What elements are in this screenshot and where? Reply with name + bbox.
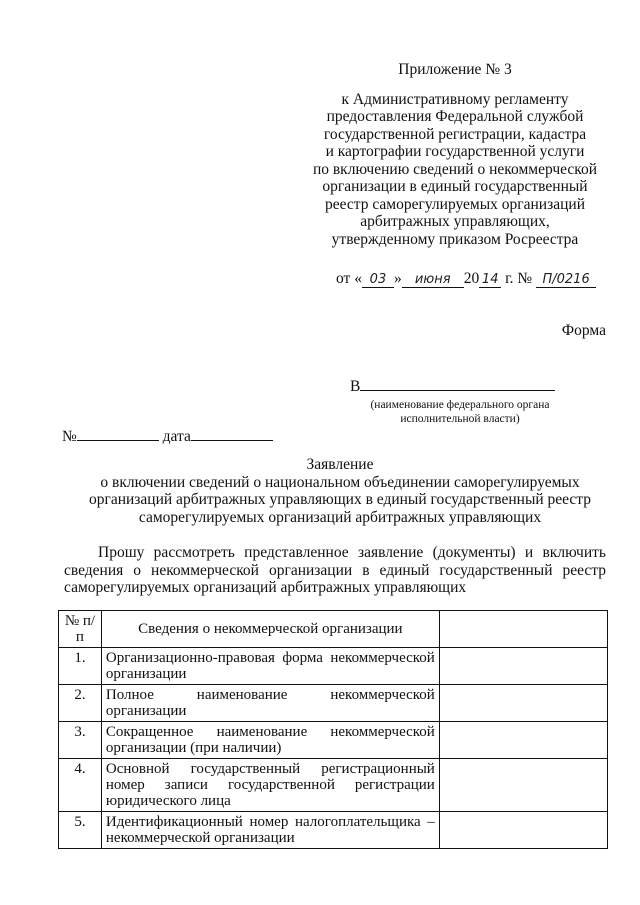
date-label: дата [162,428,191,445]
row-number: 4. [59,759,102,812]
value-cell[interactable] [439,611,607,648]
order-year-prefix: 20 [463,270,480,287]
table-row [59,722,608,759]
value-cell[interactable] [439,685,607,722]
recipient-hint-line: (наименование федерального органа [370,399,550,411]
row-description: Идентификационный номер налогоплательщика – некоммерческой организации [101,812,439,849]
row-number: 5. [59,812,102,849]
appendix-line: реестр саморегулируемых организаций [325,195,585,213]
appendix-line: утвержденному приказом Росреестра [331,230,579,248]
order-number-handwritten: П/0216 [536,272,596,288]
table-row [59,812,608,849]
table-row [59,759,608,812]
number-field[interactable] [77,426,159,441]
appendix-line: предоставления Федеральной службой [326,108,584,125]
value-cell[interactable] [439,812,607,849]
order-day-handwritten: 03 [362,272,394,288]
table-row [59,648,608,685]
row-number: 1. [59,648,102,685]
appendix-title: Приложение № 3 [398,61,512,78]
order-sep: » [393,270,402,287]
appendix-block [312,61,598,248]
value-cell[interactable] [439,759,607,812]
statement-title-block [60,456,620,526]
row-description: Организационно-правовая форма некоммерческой организации [101,648,439,685]
value-cell[interactable] [439,722,607,759]
header-number: № п/п [59,611,102,648]
row-description: Основной государственный регистрационный номер записи государственной регистрации юридического лица [101,759,439,812]
organization-info-table [58,610,608,849]
statement-subtitle-line: организаций арбитражных управляющих в единый государственный реестр [88,491,592,508]
table-row [59,685,608,722]
number-label: № [62,428,77,445]
row-number: 3. [59,722,102,759]
request-paragraph: Прошу рассмотреть представленное заявление (документы) и включить сведения о некоммерческой организации в единый государственный реестр саморегулируемых организаций арбитражных управляющих [64,544,606,596]
date-field[interactable] [191,426,273,441]
order-prefix: от « [336,270,362,287]
appendix-line: организации в единый государственный [322,178,588,195]
recipient-prefix: В [350,378,361,395]
order-year-handwritten: 14 [479,272,501,288]
statement-subtitle-line: саморегулируемых организаций арбитражных управляющих [138,508,542,526]
table-header-row [59,611,608,648]
row-number: 2. [59,685,102,722]
appendix-line: и картографии государственной услуги [325,143,585,160]
number-date-row [62,426,273,446]
appendix-line: арбитражных управляющих, [360,213,550,230]
row-description: Полное наименование некоммерческой организации [101,685,439,722]
order-number-label: г. № [505,270,533,287]
value-cell[interactable] [439,648,607,685]
statement-subtitle-line: о включении сведений о национальном объединении саморегулируемых [100,473,580,491]
recipient-field[interactable] [360,376,555,391]
header-description: Сведения о некоммерческой организации [101,611,439,648]
recipient-block [350,376,560,426]
order-reference [336,270,606,288]
statement-title: Заявление [306,456,374,473]
appendix-line: по включению сведений о некоммерческой [312,160,598,178]
appendix-line: государственной регистрации, кадастра [323,125,587,143]
form-label: Форма [561,322,606,339]
recipient-hint-line: исполнительной власти) [400,413,520,425]
row-description: Сокращенное наименование некоммерческой организации (при наличии) [101,722,439,759]
appendix-line: к Административному регламенту [341,90,569,108]
recipient-hint [350,398,560,426]
order-month-handwritten: июня [402,272,464,288]
